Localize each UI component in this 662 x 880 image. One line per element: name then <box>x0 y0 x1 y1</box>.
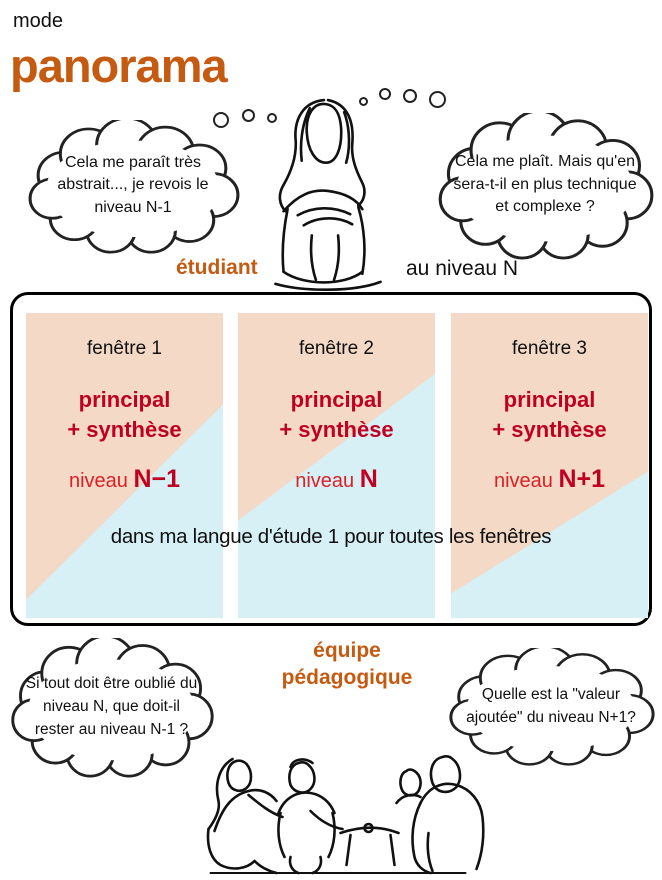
thought-dot-icon <box>213 112 229 128</box>
team-label-line1: équipe <box>313 639 381 662</box>
window-title: fenêtre 2 <box>299 338 374 359</box>
window-level-prefix: niveau <box>493 469 553 492</box>
window-level-value: N+1 <box>558 464 606 493</box>
window-main-text <box>238 385 435 445</box>
thought-dot-icon <box>429 91 446 108</box>
team-label-line2: pédagogique <box>281 666 413 690</box>
window-card-3 <box>451 313 648 618</box>
window-level-value: N <box>359 464 378 493</box>
window-main-line2: + synthèse <box>67 416 182 442</box>
student-thought-left-text: Cela me paraît très abstrait..., je revois le niveau N-1 <box>57 153 209 217</box>
team-thought-left-text: Si tout doit être oublié du niveau N, que doit-il rester au niveau N-1 ? <box>25 674 198 739</box>
team-thought-right-text: Quelle est la "valeur ajoutée" du niveau N+1? <box>466 685 636 726</box>
student-thought-bubble-left <box>22 120 244 254</box>
student-illustration <box>250 92 408 294</box>
mode-label: mode <box>13 10 64 32</box>
team-illustration <box>168 733 503 878</box>
window-main-line1: principal <box>78 387 171 412</box>
window-main-text <box>451 385 648 445</box>
window-title: fenêtre 1 <box>87 338 162 359</box>
board-footer-text: dans ma langue d'étude 1 pour toutes les fenêtres <box>110 525 552 548</box>
window-level-prefix: niveau <box>295 469 355 492</box>
window-main-line2: + synthèse <box>492 416 607 442</box>
window-level <box>238 465 435 494</box>
window-title: fenêtre 3 <box>512 338 587 359</box>
page-title: panorama <box>10 39 227 92</box>
student-level-label: au niveau N <box>406 257 519 280</box>
window-level <box>26 465 223 494</box>
window-main-line1: principal <box>290 387 383 412</box>
window-main-line1: principal <box>503 387 596 412</box>
window-card-1 <box>26 313 223 618</box>
window-level-prefix: niveau <box>68 469 128 492</box>
window-level-value: N−1 <box>133 464 181 493</box>
window-card-2 <box>238 313 435 618</box>
student-thought-right-text: Cela me plaît. Mais qu'en sera-t-il en plus technique et complexe ? <box>453 152 637 216</box>
student-thought-bubble-right <box>432 113 658 260</box>
window-main-text <box>26 385 223 445</box>
student-label: étudiant <box>176 256 258 279</box>
window-level <box>451 465 648 494</box>
panorama-board <box>10 292 652 626</box>
window-main-line2: + synthèse <box>279 416 394 442</box>
team-label <box>252 637 442 692</box>
